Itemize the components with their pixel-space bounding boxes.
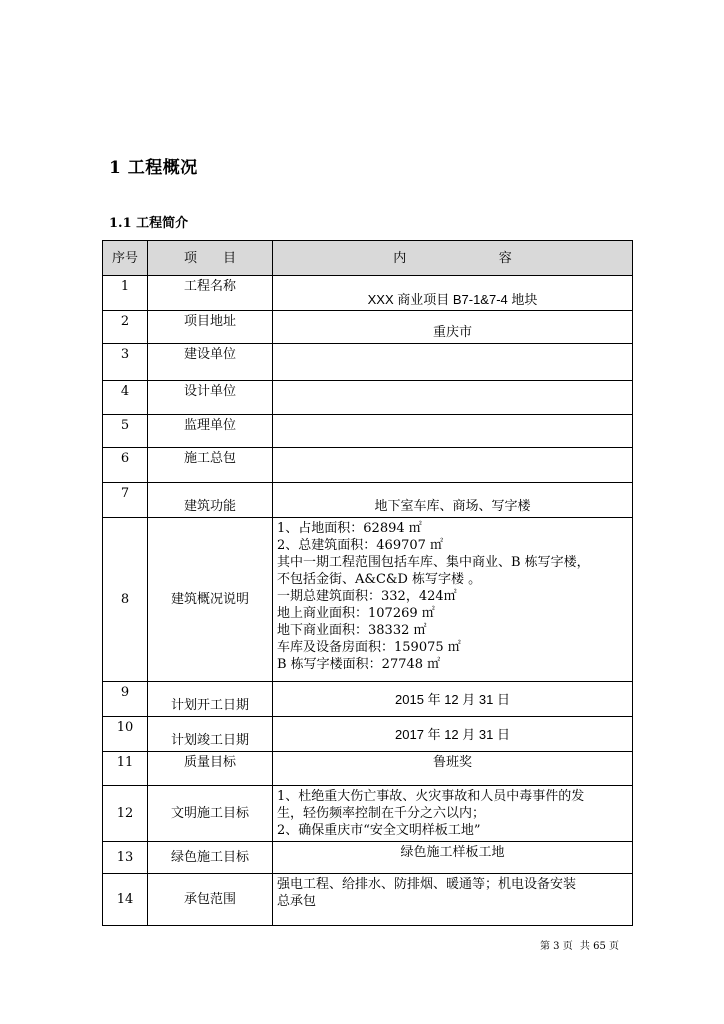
row-item: 建设单位 [148,344,273,381]
row-item: 绿色施工目标 [148,842,273,874]
row-no: 3 [103,344,148,381]
row-item: 计划竣工日期 [148,717,273,752]
header-content [273,241,633,276]
content-line: 一期总建筑面积：332，424㎡ [277,589,457,604]
row-no: 6 [103,448,148,483]
row-no: 8 [103,518,148,682]
row-no: 12 [103,786,148,842]
table-row [103,786,633,842]
content-line: 不包括金街、A&C&D 栋写字楼 。 [277,572,482,587]
row-item: 设计单位 [148,381,273,415]
row-item: 计划开工日期 [148,682,273,717]
table-row [103,842,633,874]
table-row [103,874,633,926]
row-item: 建筑功能 [148,483,273,518]
project-overview-table [102,240,633,926]
row-no: 13 [103,842,148,874]
content-line: 地下商业面积：38332 ㎡ [277,623,427,638]
page-footer [540,937,623,952]
row-item: 承包范围 [148,874,273,926]
header-no: 序号 [103,241,148,276]
page-total: 共 65 页 [579,941,620,952]
content-line: 其中一期工程范围包括车库、集中商业、B 栋写字楼， [277,555,590,570]
row-item: 质量目标 [148,752,273,786]
content-line: 地上商业面积：107269 ㎡ [277,606,435,621]
row-no: 14 [103,874,148,926]
row-content [273,415,633,448]
table-row [103,483,633,518]
table-row [103,344,633,381]
table-row [103,682,633,717]
row-content: 鲁班奖 [273,752,633,786]
row-no: 9 [103,682,148,717]
header-content-right: 容 [498,250,512,266]
page-number: 第 3 页 [540,941,573,952]
table-row [103,415,633,448]
header-item: 项 目 [148,241,273,276]
row-item: 建筑概况说明 [148,518,273,682]
row-content: 地下室车库、商场、写字楼 [273,483,633,518]
row-content: XXX 商业项目 B7-1&7-4 地块 [273,276,633,311]
row-content [273,344,633,381]
table-row [103,381,633,415]
table-row [103,518,633,682]
row-no: 5 [103,415,148,448]
row-item: 文明施工目标 [148,786,273,842]
content-line: 生，轻伤频率控制在千分之六以内； [277,806,486,821]
content-line: 1、占地面积：62894 ㎡ [277,521,422,536]
row-item: 项目地址 [148,311,273,344]
table-row [103,717,633,752]
row-content [273,448,633,483]
row-content: 2015 年 12 月 31 日 [273,682,633,717]
content-line: 2、总建筑面积：469707 ㎡ [277,538,444,553]
row-no: 11 [103,752,148,786]
content-line: B 栋写字楼面积：27748 ㎡ [277,657,441,672]
row-item: 施工总包 [148,448,273,483]
header-content-left: 内 [393,250,407,266]
heading-1-1: 1.1 工程简介 [109,216,189,231]
row-no: 1 [103,276,148,311]
row-content: 绿色施工样板工地 [273,842,633,874]
row-content: 重庆市 [273,311,633,344]
table-row [103,448,633,483]
row-no: 4 [103,381,148,415]
table-header-row [103,241,633,276]
table-row [103,276,633,311]
row-no: 7 [103,483,148,518]
row-content [273,874,633,926]
row-content [273,381,633,415]
content-line: 强电工程、给排水、防排烟、暖通等；机电设备安装 [277,877,577,892]
row-item: 监理单位 [148,415,273,448]
content-line: 1、杜绝重大伤亡事故、火灾事故和人员中毒事件的发 [277,789,585,804]
row-no: 10 [103,717,148,752]
row-no: 2 [103,311,148,344]
content-line: 2、确保重庆市“安全文明样板工地” [277,823,481,838]
row-content: 2017 年 12 月 31 日 [273,717,633,752]
content-line: 总承包 [277,894,317,909]
content-line: 车库及设备房面积：159075 ㎡ [277,640,461,655]
row-item: 工程名称 [148,276,273,311]
heading-1: 1 工程概况 [109,158,198,178]
row-content [273,518,633,682]
table-row [103,752,633,786]
table-row [103,311,633,344]
row-content [273,786,633,842]
